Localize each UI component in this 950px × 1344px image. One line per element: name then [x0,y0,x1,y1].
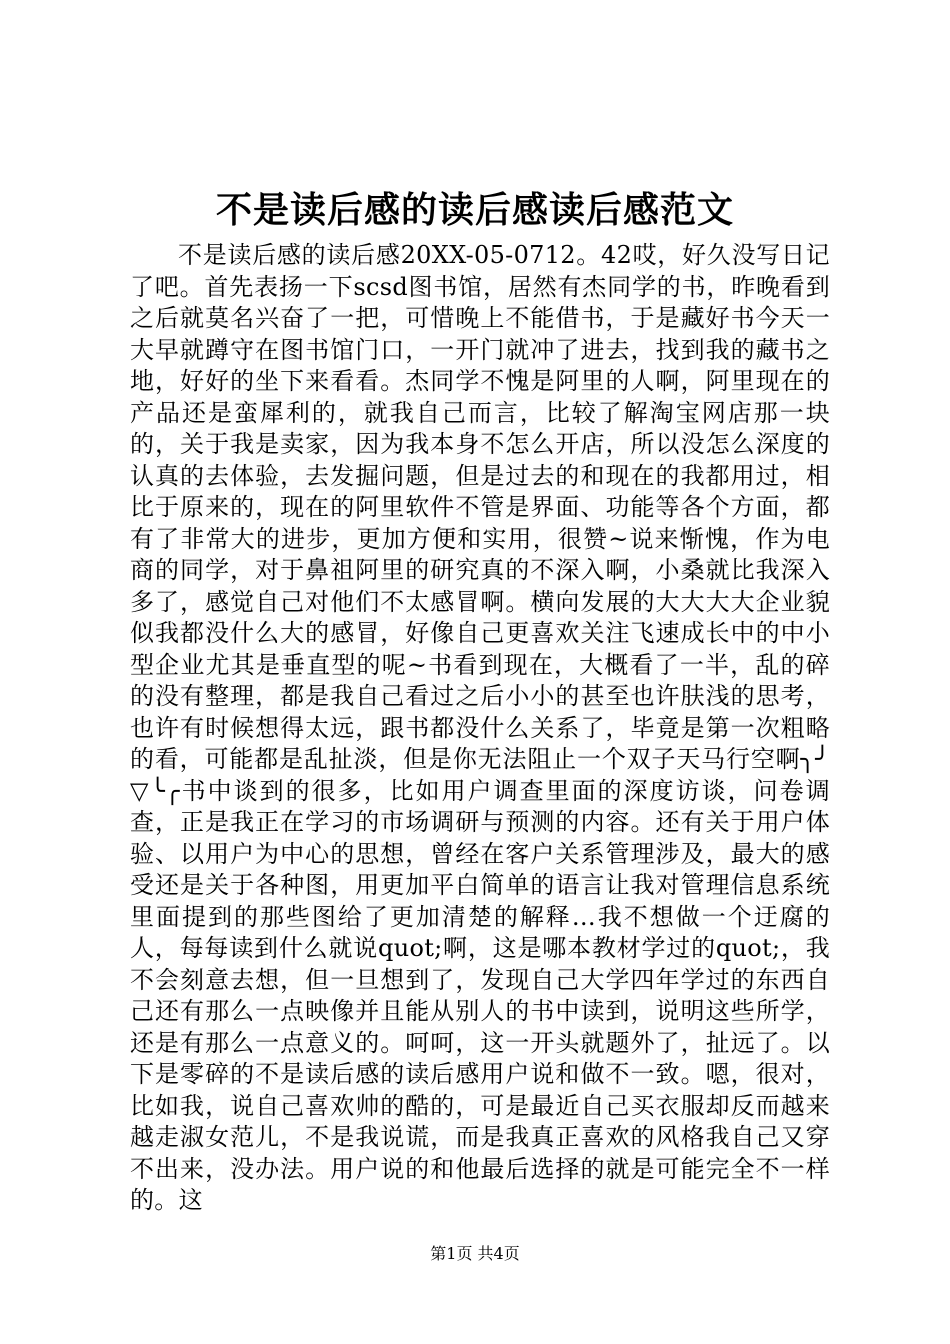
page-number-indicator: 第1页 共4页 [430,1244,520,1263]
page-footer [0,1243,950,1265]
document-title: 不是读后感的读后感读后感范文 [215,189,734,231]
document-body-paragraph: 不是读后感的读后感20XX-05-0712。42哎，好久没写日记了吧。首先表扬一下scsd图书馆，居然有杰同学的书，昨晚看到之后就莫名兴奋了一把，可惜晚上不能借书，于是藏好书今天一大早就蹲守在图书馆门口，一开门就冲了进去，找到我的藏书之地，好好的坐下来看看。杰同学不愧是阿里的人啊，阿里现在的产品还是蛮犀利的，就我自己而言，比较了解淘宝网店那一块的，关于我是卖家，因为我本身不怎么开店，所以没怎么深度的认真的去体验，去发掘问题，但是过去的和现在的我都用过，相比于原来的，现在的阿里软件不管是界面、功能等各个方面，都有了非常大的进步，更加方便和实用，很赞~说来惭愧，作为电商的同学，对于鼻祖阿里的研究真的不深入啊，小桑就比我深入多了，感觉自己对他们不太感冒啊。横向发展的大大大大企业貌似我都没什么大的感冒，好像自己更喜欢关注飞速成长中的中小型企业尤其是垂直型的呢~书看到现在，大概看了一半，乱的碎的没有整理，都是我自己看过之后小小的甚至也许肤浅的思考，也许有时候想得太远，跟书都没什么关系了，毕竟是第一次粗略的看，可能都是乱扯淡，但是你无法阻止一个双子天马行空啊╮╯▽╰╭书中谈到的很多，比如用户调查里面的深度访谈，问卷调查，正是我正在学习的市场调研与预测的内容。还有关于用户体验、以用户为中心的思想，曾经在客户关系管理涉及，最大的感受还是关于各种图，用更加平白简单的语言让我对管理信息系统里面提到的那些图给了更加清楚的解释…我不想做一个迂腐的人，每每读到什么就说quot;啊，这是哪本教材学过的quot;，我不会刻意去想，但一旦想到了，发现自己大学四年学过的东西自己还有那么一点映像并且能从别人的书中读到，说明这些所学，还是有那么一点意义的。呵呵，这一开头就题外了，扯远了。以下是零碎的不是读后感的读后感用户说和做不一致。嗯，很对，比如我，说自己喜欢帅的酷的，可是最近自己买衣服却反而越来越走淑女范儿，不是我说谎，而是我真正喜欢的风格我自己又穿不出来，没办法。用户说的和他最后选择的就是可能完全不一样的。这 [130,241,830,1214]
